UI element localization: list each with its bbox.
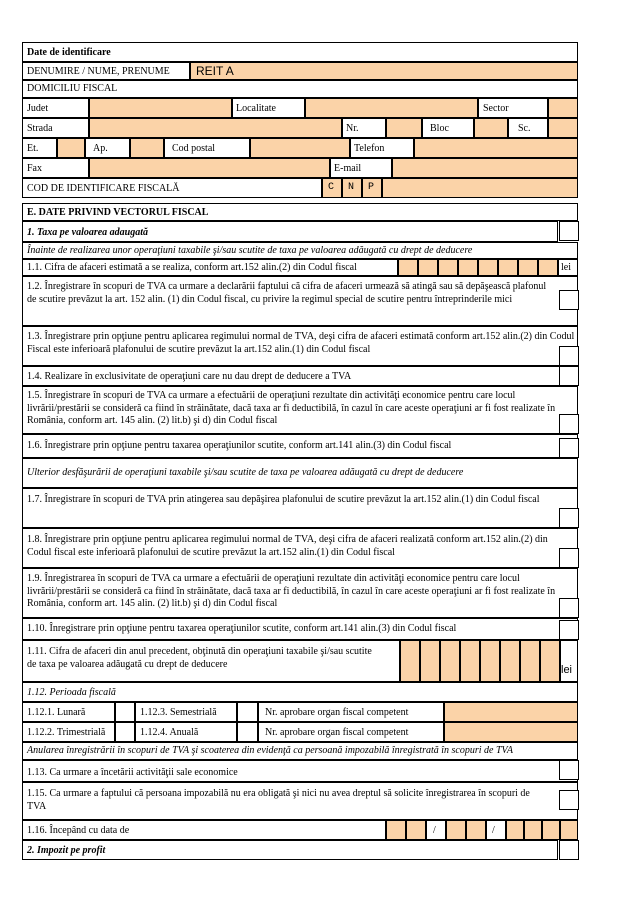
r115-label: 1.15. Ca urmare a faptului că persoana impozabilă nu era obligată şi nici nu avea dreptul să solicite înregistrarea în scopuri de TVA — [27, 788, 530, 812]
strada-label: Strada — [27, 123, 53, 134]
nr-field[interactable] — [386, 118, 422, 138]
r116-slash-1: / — [433, 825, 436, 836]
s1-title: 1. Taxa pe valoarea adaugată — [27, 227, 149, 238]
s1-checkbox[interactable] — [559, 221, 579, 241]
telefon-label: Telefon — [354, 143, 385, 154]
et-label: Et. — [27, 143, 39, 154]
fax-label: Fax — [27, 163, 42, 174]
r13-checkbox[interactable] — [559, 346, 579, 366]
strada-field[interactable] — [89, 118, 342, 138]
telefon-field[interactable] — [414, 138, 578, 158]
name-field[interactable] — [190, 62, 578, 80]
r116-month-2[interactable] — [466, 820, 486, 840]
cnp-c: C — [328, 182, 335, 193]
cod-postal-field[interactable] — [250, 138, 350, 158]
r111-label: 1.11. Cifra de afaceri din anul precedent, obţinută din operaţiuni taxabile şi/sau scutite de taxa pe valoarea adăugată cu drept de deducere — [27, 646, 372, 670]
r116-sep-1 — [426, 820, 446, 840]
r14-checkbox[interactable] — [559, 366, 579, 386]
domicile-label: DOMICILIU FISCAL — [27, 83, 118, 94]
nr-label: Nr. — [346, 123, 359, 134]
r113-label: 1.13. Ca urmare a încetării activităţii sale economice — [27, 767, 238, 778]
r116-day-1[interactable] — [386, 820, 406, 840]
r111-digit-4[interactable] — [460, 640, 480, 682]
s2-checkbox[interactable] — [559, 840, 579, 860]
r116-sep-2 — [486, 820, 506, 840]
r17-label: 1.7. Înregistrare în scopuri de TVA prin atingerea sau depăşirea plafonului de scutire prevăzut la art.152 alin.(1) din Codul fiscal — [27, 494, 540, 505]
email-field[interactable] — [392, 158, 578, 178]
r11-lei: lei — [561, 262, 571, 273]
localitate-label: Localitate — [236, 103, 276, 114]
nr-aprobare-2-field[interactable] — [444, 722, 578, 742]
s2-title: 2. Impozit pe profit — [27, 845, 106, 856]
ap-label: Ap. — [93, 143, 108, 154]
r11-digit-1[interactable] — [398, 259, 418, 276]
r116-year-2[interactable] — [524, 820, 542, 840]
r12-label: 1.2. Înregistrare în scopuri de TVA ca urmare a declarării faptului că cifra de afaceri urmează să atingă sau să depăşească plafonul de scutire prevăzut la art. 152 alin. (1) din Codul fiscal, cu privire la regimul special de scutire pentru întreprinderile mici — [27, 281, 547, 305]
email-label: E-mail — [334, 163, 362, 174]
r110-label: 1.10. Înregistrare prin opţiune pentru taxarea operaţiunilor scutite, conform art.141 alin.(3) din Codul fiscal — [27, 623, 457, 634]
cnp-n: N — [348, 182, 355, 193]
r18-label: 1.8. Înregistrare prin opţiune pentru aplicarea regimului normal de TVA, deşi cifra de afaceri realizată conform art.152 alin.(2) din Codul fiscal este inferioară plafonului de scutire prevăzut la art.152 alin.(1) din Codul fiscal — [27, 534, 548, 558]
r11-label: 1.1. Cifra de afaceri estimată a se realiza, conform art.152 alin.(2) din Codul fiscal — [27, 262, 357, 273]
sc-label: Sc. — [518, 123, 531, 134]
sector-label: Sector — [483, 103, 509, 114]
r12-checkbox[interactable] — [559, 290, 579, 310]
r1124-label: 1.12.4. Anuală — [140, 727, 199, 738]
r11-digit-6[interactable] — [498, 259, 518, 276]
nr-aprobare-1-field[interactable] — [444, 702, 578, 722]
r111-digit-6[interactable] — [500, 640, 520, 682]
cnp-p: P — [368, 182, 375, 193]
r11-digit-8[interactable] — [538, 259, 558, 276]
r111-digit-5[interactable] — [480, 640, 500, 682]
bloc-field[interactable] — [474, 118, 508, 138]
before-note: Înainte de realizarea unor operaţiuni taxabile şi/sau scutite de taxa pe valoarea adăugată cu drept de deducere — [27, 245, 473, 256]
r111-digit-7[interactable] — [520, 640, 540, 682]
et-field[interactable] — [57, 138, 85, 158]
sc-field[interactable] — [548, 118, 578, 138]
cif-field[interactable] — [382, 178, 578, 198]
r116-year-1[interactable] — [506, 820, 524, 840]
r116-year-4[interactable] — [560, 820, 578, 840]
r116-day-2[interactable] — [406, 820, 426, 840]
localitate-field[interactable] — [305, 98, 478, 118]
r17-checkbox[interactable] — [559, 508, 579, 528]
cod-postal-label: Cod postal — [172, 143, 216, 154]
sector-field[interactable] — [548, 98, 578, 118]
cif-label: COD DE IDENTIFICARE FISCALĂ — [27, 183, 180, 194]
r15-label: 1.5. Înregistrare în scopuri de TVA ca urmare a efectuării de operaţiuni rezultate din activităţi economice pentru care locul livrării/prestării se consideră ca fiind în străinătate, dacă taxa ar fi deductibilă, în cazul în care aceste operaţiuni ar fi fost realizate în România, conform art. 145 alin. (2) lit.b) şi d) din Codul fiscal — [27, 390, 556, 426]
name-value: REIT A — [196, 64, 234, 78]
r11-digit-5[interactable] — [478, 259, 498, 276]
r11-digit-2[interactable] — [418, 259, 438, 276]
r111-digit-1[interactable] — [400, 640, 420, 682]
r19-label: 1.9. Înregistrarea în scopuri de TVA ca urmare a efectuării de operaţiuni rezultate din activităţi economice pentru care locul livrării/prestării se consideră ca fiind în străinătate, dacă taxa ar fi deductibilă, în cazul în care aceste operaţiuni ar fi fost realizate în România, conform art. 145 alin. (2) lit.b) şi d) din Codul fiscal — [27, 573, 556, 609]
r13-label: 1.3. Înregistrare prin opţiune pentru aplicarea regimului normal de TVA, deşi cifra de afaceri estimată conform art.152 alin.(2) din Codul Fiscal este inferioară plafonului de scutire prevăzut la art.152 alin.(1) din Codul fiscal — [27, 331, 575, 355]
r115-checkbox[interactable] — [559, 790, 579, 810]
r1122-label: 1.12.2. Trimestrială — [27, 727, 106, 738]
r11-digit-3[interactable] — [438, 259, 458, 276]
r14-label: 1.4. Realizare în exclusivitate de operaţiuni care nu dau drept de deducere a TVA — [27, 371, 352, 382]
r113-checkbox[interactable] — [559, 760, 579, 780]
r1123-checkbox[interactable] — [237, 702, 258, 722]
r110-checkbox[interactable] — [559, 620, 579, 640]
r116-label: 1.16. Începând cu data de — [27, 825, 130, 836]
r16-label: 1.6. Înregistrare prin opţiune pentru taxarea operaţiunilor scutite, conform art.141 alin.(3) din Codul fiscal — [27, 440, 452, 451]
annul-note: Anularea înregistrării în scopuri de TVA şi scoaterea din evidenţă ca persoană impozabilă înregistrată în scopuri de TVA — [27, 745, 513, 756]
nr-aprobare-1-label: Nr. aprobare organ fiscal competent — [265, 707, 409, 718]
r1121-checkbox[interactable] — [115, 702, 135, 722]
r111-digit-2[interactable] — [420, 640, 440, 682]
r18-checkbox[interactable] — [559, 548, 579, 568]
judet-field[interactable] — [89, 98, 232, 118]
r111-lei: lei — [561, 664, 573, 676]
r116-month-1[interactable] — [446, 820, 466, 840]
r19-checkbox[interactable] — [559, 598, 579, 618]
judet-label: Judet — [27, 103, 49, 114]
r1124-checkbox[interactable] — [237, 722, 258, 742]
r116-year-3[interactable] — [542, 820, 560, 840]
r11-digit-7[interactable] — [518, 259, 538, 276]
fax-field[interactable] — [89, 158, 330, 178]
bloc-label: Bloc — [430, 123, 449, 134]
vector-title: E. DATE PRIVIND VECTORUL FISCAL — [27, 207, 209, 218]
after-note: Ulterior desfăşurării de operaţiuni taxabile şi/sau scutite de taxa pe valoarea adăugată cu drept de deducere — [27, 467, 464, 478]
r1123-label: 1.12.3. Semestrială — [140, 707, 217, 718]
r116-slash-2: / — [492, 825, 495, 836]
name-label: DENUMIRE / NUME, PRENUME — [27, 66, 170, 77]
r11-digit-4[interactable] — [458, 259, 478, 276]
r16-checkbox[interactable] — [559, 438, 579, 458]
nr-aprobare-2-label: Nr. aprobare organ fiscal competent — [265, 727, 409, 738]
r1122-checkbox[interactable] — [115, 722, 135, 742]
r1121-label: 1.12.1. Lunară — [27, 707, 86, 718]
r112-label: 1.12. Perioada fiscală — [27, 687, 116, 698]
ap-field[interactable] — [130, 138, 164, 158]
r111-digit-8[interactable] — [540, 640, 560, 682]
r111-digit-3[interactable] — [440, 640, 460, 682]
r15-checkbox[interactable] — [559, 414, 579, 434]
id-section-title: Date de identificare — [27, 47, 111, 58]
